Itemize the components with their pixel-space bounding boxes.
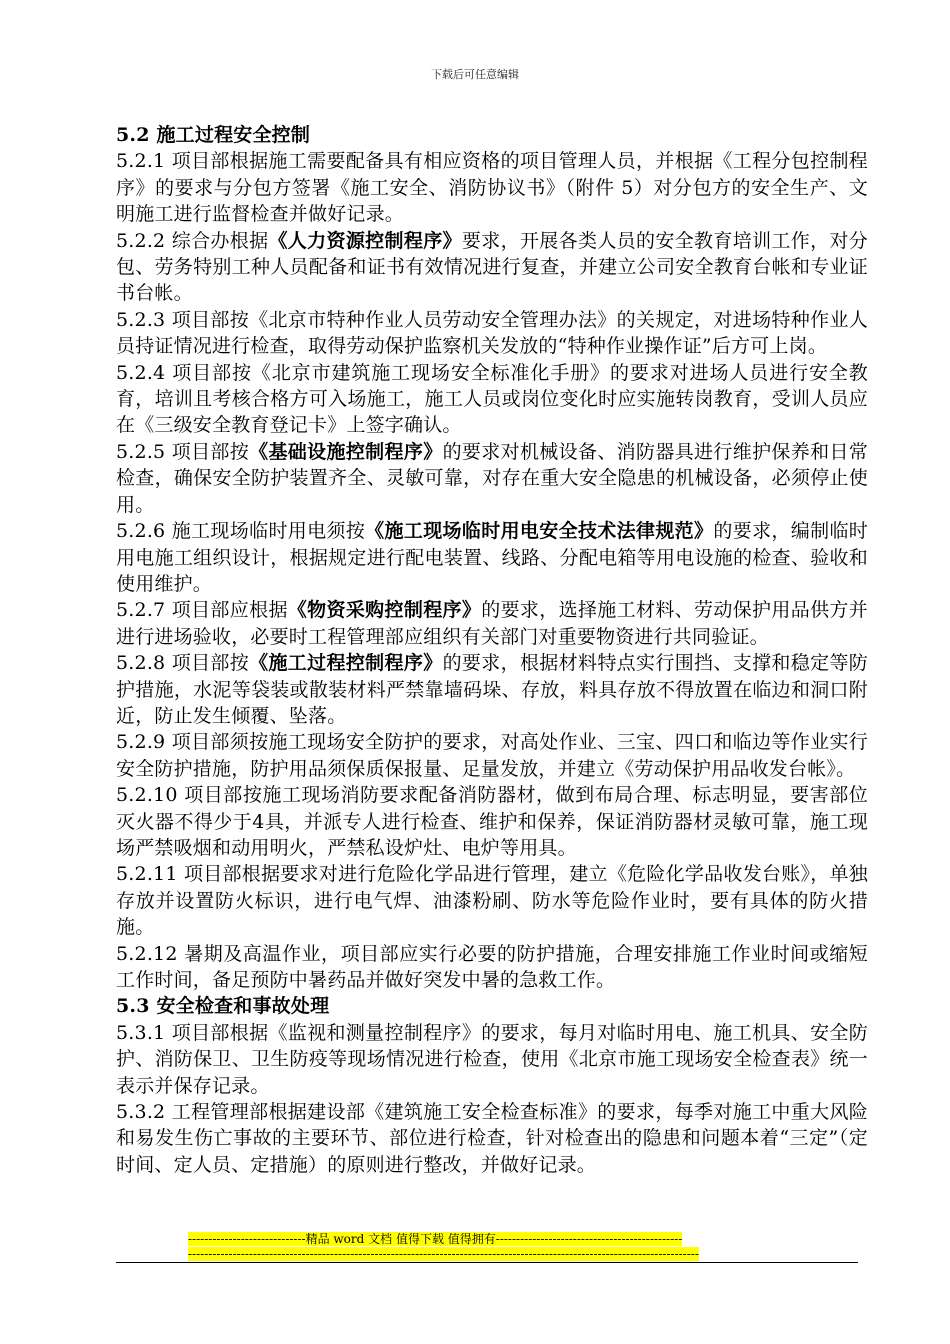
paragraph [116, 228, 868, 307]
bold-reference: 《人力资源控制程序》 [268, 229, 462, 252]
paragraph [116, 861, 868, 940]
paragraph-text: 5.2.6 施工现场临时用电须按 [116, 520, 366, 543]
paragraph-text: 5.2.1 项目部根据施工需要配备具有相应资格的项目管理人员，并根据《工程分包控制程序》的要求与分包方签署《施工安全、消防协议书》（附件 5）对分包方的安全生产、文明施工进行监督检查并做好记录。 [116, 150, 868, 226]
paragraph-text: 的要求对机械设备、消防器具进行维护保养和日常检查，确保安全防护装置齐全、灵敏可靠，对存在重大安全隐患的机械设备，必须停止使用。 [116, 440, 868, 516]
footer-line-2: ------------------------------------------------------------------------------------------------------------------------------ [188, 1247, 699, 1261]
paragraph-text: 5.2.2 综合办根据 [116, 229, 269, 252]
paragraph [116, 729, 868, 782]
paragraph-text: 5.2.7 项目部应根据 [116, 599, 288, 622]
paragraph [116, 1020, 868, 1099]
document-body [116, 122, 868, 1178]
paragraph [116, 782, 868, 861]
paragraph-text: 要求，开展各类人员的安全教育培训工作，对分包、劳务特别工种人员配备和证书有效情况进行复查，并建立公司安全教育台帐和专业证书台帐。 [116, 229, 868, 305]
paragraph [116, 650, 868, 729]
paragraph-text: 5.2.12 暑期及高温作业，项目部应实行必要的防护措施，合理安排施工作业时间或缩短工作时间，备足预防中暑药品并做好突发中暑的急救工作。 [116, 942, 868, 991]
paragraph [116, 518, 868, 597]
section-heading: 5.3 安全检查和事故处理 [116, 995, 330, 1018]
footer-rule [116, 1262, 858, 1263]
paragraph-text: 5.2.8 项目部按 [116, 652, 250, 675]
bold-reference: 《施工现场临时用电安全技术法律规范》 [365, 520, 714, 543]
paragraph-text: 5.3.1 项目部根据《监视和测量控制程序》的要求，每月对临时用电、施工机具、安全防护、消防保卫、卫生防疫等现场情况进行检查，使用《北京市施工现场安全检查表》统一表示并保存记录。 [116, 1021, 868, 1097]
bold-reference: 《物资采购控制程序》 [287, 599, 482, 622]
paragraph-text: 5.2.4 项目部按《北京市建筑施工现场安全标准化手册》的要求对进场人员进行安全教育，培训且考核合格方可入场施工，施工人员或岗位变化时应实施转岗教育，受训人员应在《三级安全教育登记卡》上签字确认。 [116, 361, 868, 437]
paragraph [116, 1099, 868, 1178]
paragraph [116, 597, 868, 650]
page-header: 下载后可任意编辑 [431, 68, 519, 81]
paragraph-text: 5.2.9 项目部须按施工现场安全防护的要求，对高处作业、三宝、四口和临边等作业实行安全防护措施，防护用品须保质保报量、足量发放，并建立《劳动保护用品收发台帐》。 [116, 731, 868, 780]
paragraph-text: 5.2.10 项目部按施工现场消防要求配备消防器材，做到布局合理、标志明显，要害部位灭火器不得少于4具，并派专人进行检查、维护和保养，保证消防器材灵敏可靠，施工现场严禁吸烟和动用明火，严禁私设炉灶、电炉等用具。 [116, 784, 868, 859]
paragraph-text: 5.2.11 项目部根据要求对进行危险化学品进行管理，建立《危险化学品收发台账》，单独存放并设置防火标识，进行电气焊、油漆粉刷、防水等危险作业时，要有具体的防火措施。 [116, 863, 868, 939]
paragraph-text: 的要求，编制临时用电施工组织设计，根据规定进行配电装置、线路、分配电箱等用电设施的检查、验收和使用维护。 [116, 520, 868, 595]
paragraph-text: 5.2.3 项目部按《北京市特种作业人员劳动安全管理办法》的关规定，对进场特种作业人员持证情况进行检查，取得劳动保护监察机关发放的“特种作业操作证”后方可上岗。 [116, 308, 868, 358]
paragraph [116, 941, 868, 994]
paragraph-text: 5.2.5 项目部按 [116, 440, 250, 463]
paragraph-text: 的要求，根据材料特点实行围挡、支撑和稳定等防护措施，水泥等袋装或散装材料严禁靠墙码垛、存放，料具存放不得放置在临边和洞口附近，防止发生倾覆、坠落。 [116, 652, 868, 727]
paragraph [116, 307, 868, 360]
paragraph-text: 5.3.2 工程管理部根据建设部《建筑施工安全检查标准》的要求，每季对施工中重大风险和易发生伤亡事故的主要环节、部位进行检查，针对检查出的隐患和问题本着“三定”（定时间、定人员、定措施）的原则进行整改，并做好记录。 [116, 1101, 868, 1176]
bold-reference: 《基础设施控制程序》 [249, 440, 443, 463]
paragraph-text: 的要求，选择施工材料、劳动保护用品供方并进行进场验收，必要时工程管理部应组织有关部门对重要物资进行共同验证。 [116, 599, 868, 648]
footer-dashes [188, 1247, 788, 1262]
paragraph [116, 360, 868, 439]
footer-banner [188, 1232, 788, 1247]
section-heading: 5.2 施工过程安全控制 [116, 124, 311, 146]
bold-reference: 《施工过程控制程序》 [249, 652, 443, 675]
paragraph [116, 439, 868, 518]
paragraph [116, 148, 868, 227]
footer-line-1: -----------------------------精品 word 文档 值得下载 值得拥有---------------------------------------------- [188, 1232, 683, 1246]
